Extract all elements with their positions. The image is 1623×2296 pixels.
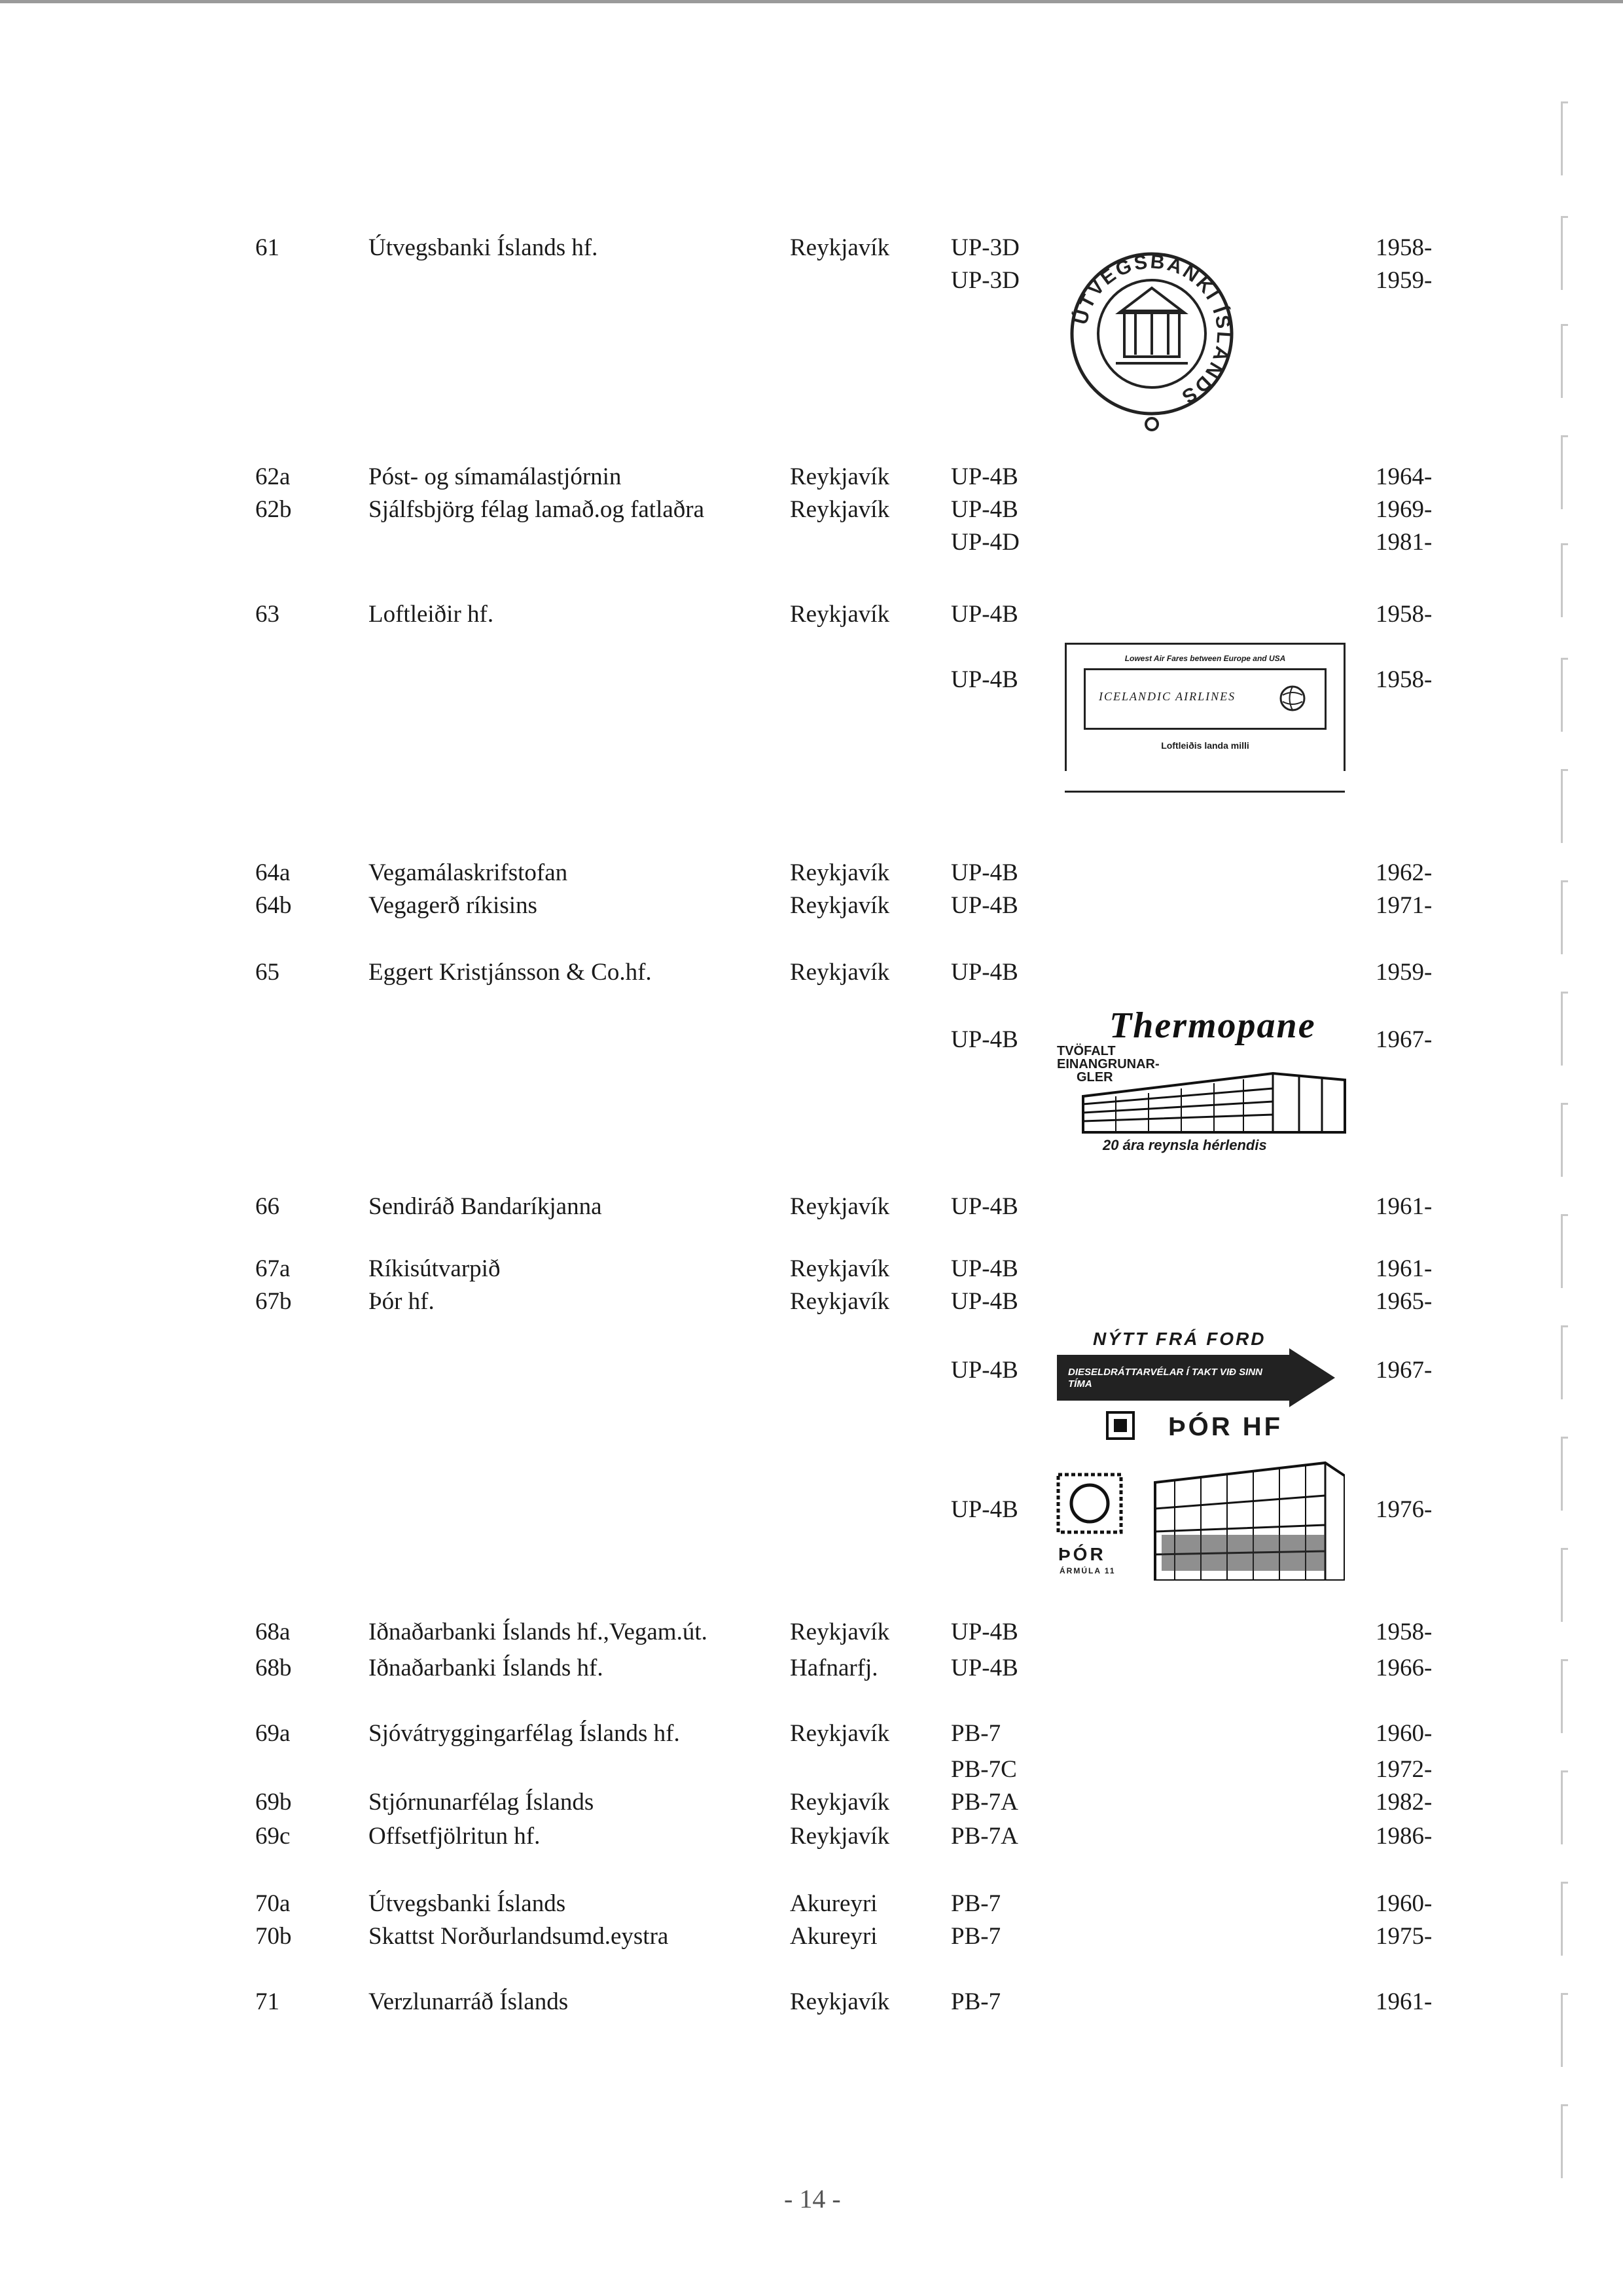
thor-square-logo-icon bbox=[1106, 1411, 1135, 1440]
row-code: 63 bbox=[255, 601, 279, 628]
row-city: Reykjavík bbox=[790, 1619, 890, 1645]
row-type: PB-7 bbox=[951, 1890, 1001, 1917]
binder-mark bbox=[1561, 216, 1568, 290]
thor-ford-logo-text: ÞÓR HF bbox=[1168, 1412, 1283, 1441]
page-number: - 14 - bbox=[784, 2184, 841, 2214]
globe-icon bbox=[1277, 683, 1308, 713]
row-type: UP-4B bbox=[951, 1255, 1018, 1282]
binder-mark bbox=[1561, 1659, 1568, 1733]
binder-mark bbox=[1561, 435, 1568, 509]
row-name: Iðnaðarbanki Íslands hf. bbox=[368, 1655, 603, 1681]
row-city: Reykjavík bbox=[790, 1823, 890, 1850]
utvegsbanki-seal-stamp bbox=[1067, 242, 1237, 445]
row-name: Ríkisútvarpið bbox=[368, 1255, 501, 1282]
row-type: UP-4B bbox=[951, 666, 1018, 693]
row-name: Eggert Kristjánsson & Co.hf. bbox=[368, 959, 652, 986]
row-code: 69b bbox=[255, 1789, 292, 1816]
row-city: Akureyri bbox=[790, 1890, 878, 1917]
row-year: 1966- bbox=[1376, 1655, 1433, 1681]
row-year: 1961- bbox=[1376, 1193, 1433, 1220]
thor-emblem-icon bbox=[1050, 1471, 1129, 1536]
row-type: PB-7 bbox=[951, 1988, 1001, 2015]
row-code: 65 bbox=[255, 959, 279, 986]
row-type: UP-4B bbox=[951, 463, 1018, 490]
thermopane-line1: TVÖFALT bbox=[1057, 1044, 1116, 1058]
row-year: 1981- bbox=[1376, 529, 1433, 556]
row-name: Útvegsbanki Íslands hf. bbox=[368, 234, 598, 261]
row-city: Reykjavík bbox=[790, 1193, 890, 1220]
row-code: 66 bbox=[255, 1193, 279, 1220]
row-name: Útvegsbanki Íslands bbox=[368, 1890, 566, 1917]
row-year: 1958- bbox=[1376, 601, 1433, 628]
row-code: 61 bbox=[255, 234, 279, 261]
thermopane-line2: EINANGRUNAR- bbox=[1057, 1057, 1160, 1071]
binder-mark bbox=[1561, 1103, 1568, 1177]
row-year: 1960- bbox=[1376, 1720, 1433, 1747]
row-code: 69c bbox=[255, 1823, 291, 1850]
row-name: Þór hf. bbox=[368, 1288, 435, 1315]
row-city: Reykjavík bbox=[790, 496, 890, 523]
row-year: 1958- bbox=[1376, 234, 1433, 261]
row-code: 70a bbox=[255, 1890, 291, 1917]
row-type: PB-7A bbox=[951, 1789, 1018, 1816]
row-year: 1971- bbox=[1376, 892, 1433, 919]
binder-mark bbox=[1561, 2104, 1568, 2178]
row-city: Reykjavík bbox=[790, 892, 890, 919]
row-type: UP-4B bbox=[951, 1496, 1018, 1523]
row-year: 1959- bbox=[1376, 267, 1433, 294]
binder-mark bbox=[1561, 1437, 1568, 1511]
row-year: 1972- bbox=[1376, 1756, 1433, 1783]
row-type: UP-4B bbox=[951, 1619, 1018, 1645]
binder-mark bbox=[1561, 1325, 1568, 1399]
thermopane-stamp bbox=[1050, 1005, 1358, 1158]
row-code: 67a bbox=[255, 1255, 291, 1282]
binder-mark bbox=[1561, 1770, 1568, 1844]
binder-mark bbox=[1561, 1993, 1568, 2067]
row-year: 1959- bbox=[1376, 959, 1433, 986]
row-city: Reykjavík bbox=[790, 601, 890, 628]
row-type: UP-4B bbox=[951, 892, 1018, 919]
row-name: Póst- og símamálastjórnin bbox=[368, 463, 622, 490]
top-border bbox=[0, 0, 1623, 3]
row-code: 69a bbox=[255, 1720, 291, 1747]
binder-mark bbox=[1561, 769, 1568, 843]
row-type: UP-4B bbox=[951, 859, 1018, 886]
row-type: UP-4B bbox=[951, 1193, 1018, 1220]
row-year: 1986- bbox=[1376, 1823, 1433, 1850]
row-year: 1961- bbox=[1376, 1255, 1433, 1282]
row-code: 71 bbox=[255, 1988, 279, 2015]
row-city: Reykjavík bbox=[790, 234, 890, 261]
row-type: UP-4B bbox=[951, 1655, 1018, 1681]
row-year: 1958- bbox=[1376, 1619, 1433, 1645]
row-city: Reykjavík bbox=[790, 1255, 890, 1282]
row-city: Reykjavík bbox=[790, 463, 890, 490]
row-name: Stjórnunarfélag Íslands bbox=[368, 1789, 594, 1816]
binder-mark bbox=[1561, 880, 1568, 954]
row-year: 1962- bbox=[1376, 859, 1433, 886]
binder-mark bbox=[1561, 324, 1568, 398]
window-building-icon bbox=[1077, 1064, 1351, 1136]
row-year: 1967- bbox=[1376, 1026, 1433, 1053]
row-type: PB-7C bbox=[951, 1756, 1017, 1783]
binder-mark bbox=[1561, 1882, 1568, 1956]
row-name: Verzlunarráð Íslands bbox=[368, 1988, 569, 2015]
row-code: 64b bbox=[255, 892, 292, 919]
thor-building-stamp bbox=[1050, 1456, 1351, 1587]
thermopane-line3: GLER bbox=[1077, 1070, 1113, 1085]
row-city: Reykjavík bbox=[790, 1789, 890, 1816]
row-name: Skattst Norðurlandsumd.eystra bbox=[368, 1923, 669, 1950]
seal-ring-text: ÚTVEGSBANKI ÍSLANDS bbox=[1069, 251, 1235, 408]
thor-ford-middle-text: DIESELDRÁTTARVÉLAR Í TAKT VIÐ SINN TÍMA bbox=[1068, 1367, 1262, 1390]
row-year: 1976- bbox=[1376, 1496, 1433, 1523]
binder-mark bbox=[1561, 1214, 1568, 1288]
loftleidir-bottom-rule bbox=[1065, 791, 1345, 793]
loftleidir-stamp bbox=[1065, 643, 1346, 771]
loftleidir-logo: ICELANDIC AIRLINES bbox=[1099, 690, 1236, 703]
thor-ford-top-text: NÝTT FRÁ FORD bbox=[1093, 1329, 1266, 1349]
row-year: 1958- bbox=[1376, 666, 1433, 693]
row-year: 1982- bbox=[1376, 1789, 1433, 1816]
row-city: Reykjavík bbox=[790, 1288, 890, 1315]
thermopane-brand: Thermopane bbox=[1109, 1005, 1316, 1046]
row-type: UP-4B bbox=[951, 959, 1018, 986]
row-type: UP-3D bbox=[951, 234, 1020, 261]
binder-mark bbox=[1561, 658, 1568, 732]
row-city: Reykjavík bbox=[790, 859, 890, 886]
row-type: UP-4B bbox=[951, 1288, 1018, 1315]
row-year: 1961- bbox=[1376, 1988, 1433, 2015]
binder-mark bbox=[1561, 543, 1568, 617]
row-type: PB-7A bbox=[951, 1823, 1018, 1850]
row-name: Offsetfjölritun hf. bbox=[368, 1823, 541, 1850]
row-code: 62b bbox=[255, 496, 292, 523]
row-city: Reykjavík bbox=[790, 1720, 890, 1747]
loftleidir-top-text: Lowest Air Fares between Europe and USA bbox=[1124, 654, 1286, 663]
row-name: Sendiráð Bandaríkjanna bbox=[368, 1193, 602, 1220]
row-year: 1975- bbox=[1376, 1923, 1433, 1950]
row-code: 68a bbox=[255, 1619, 291, 1645]
row-code: 70b bbox=[255, 1923, 292, 1950]
row-city: Reykjavík bbox=[790, 1988, 890, 2015]
row-code: 64a bbox=[255, 859, 291, 886]
row-name: Sjóvátryggingarfélag Íslands hf. bbox=[368, 1720, 680, 1747]
binder-mark bbox=[1561, 101, 1568, 175]
row-type: UP-4B bbox=[951, 1026, 1018, 1053]
building-icon bbox=[1149, 1456, 1345, 1581]
row-year: 1967- bbox=[1376, 1357, 1433, 1384]
loftleidir-bottom-text: Loftleiðis landa milli bbox=[1161, 740, 1249, 751]
row-name: Iðnaðarbanki Íslands hf.,Vegam.út. bbox=[368, 1619, 707, 1645]
row-type: PB-7 bbox=[951, 1720, 1001, 1747]
thor-building-name: ÞÓR bbox=[1058, 1544, 1106, 1564]
row-code: 62a bbox=[255, 463, 291, 490]
row-type: UP-4D bbox=[951, 529, 1020, 556]
row-name: Vegagerð ríkisins bbox=[368, 892, 537, 919]
row-year: 1969- bbox=[1376, 496, 1433, 523]
thor-ford-stamp bbox=[1054, 1316, 1342, 1446]
binder-mark bbox=[1561, 992, 1568, 1066]
row-code: 68b bbox=[255, 1655, 292, 1681]
row-year: 1965- bbox=[1376, 1288, 1433, 1315]
row-name: Loftleiðir hf. bbox=[368, 601, 494, 628]
row-name: Vegamálaskrifstofan bbox=[368, 859, 568, 886]
row-type: UP-3D bbox=[951, 267, 1020, 294]
row-type: PB-7 bbox=[951, 1923, 1001, 1950]
row-type: UP-4B bbox=[951, 1357, 1018, 1384]
row-type: UP-4B bbox=[951, 601, 1018, 628]
thermopane-bottom-text: 20 ára reynsla hérlendis bbox=[1103, 1137, 1267, 1153]
row-name: Sjálfsbjörg félag lamað.og fatlaðra bbox=[368, 496, 705, 523]
row-city: Hafnarfj. bbox=[790, 1655, 878, 1681]
row-code: 67b bbox=[255, 1288, 292, 1315]
row-year: 1964- bbox=[1376, 463, 1433, 490]
row-type: UP-4B bbox=[951, 496, 1018, 523]
row-year: 1960- bbox=[1376, 1890, 1433, 1917]
row-city: Reykjavík bbox=[790, 959, 890, 986]
thor-building-address: ÁRMÚLA 11 bbox=[1060, 1566, 1116, 1575]
row-city: Akureyri bbox=[790, 1923, 878, 1950]
binder-mark bbox=[1561, 1548, 1568, 1622]
